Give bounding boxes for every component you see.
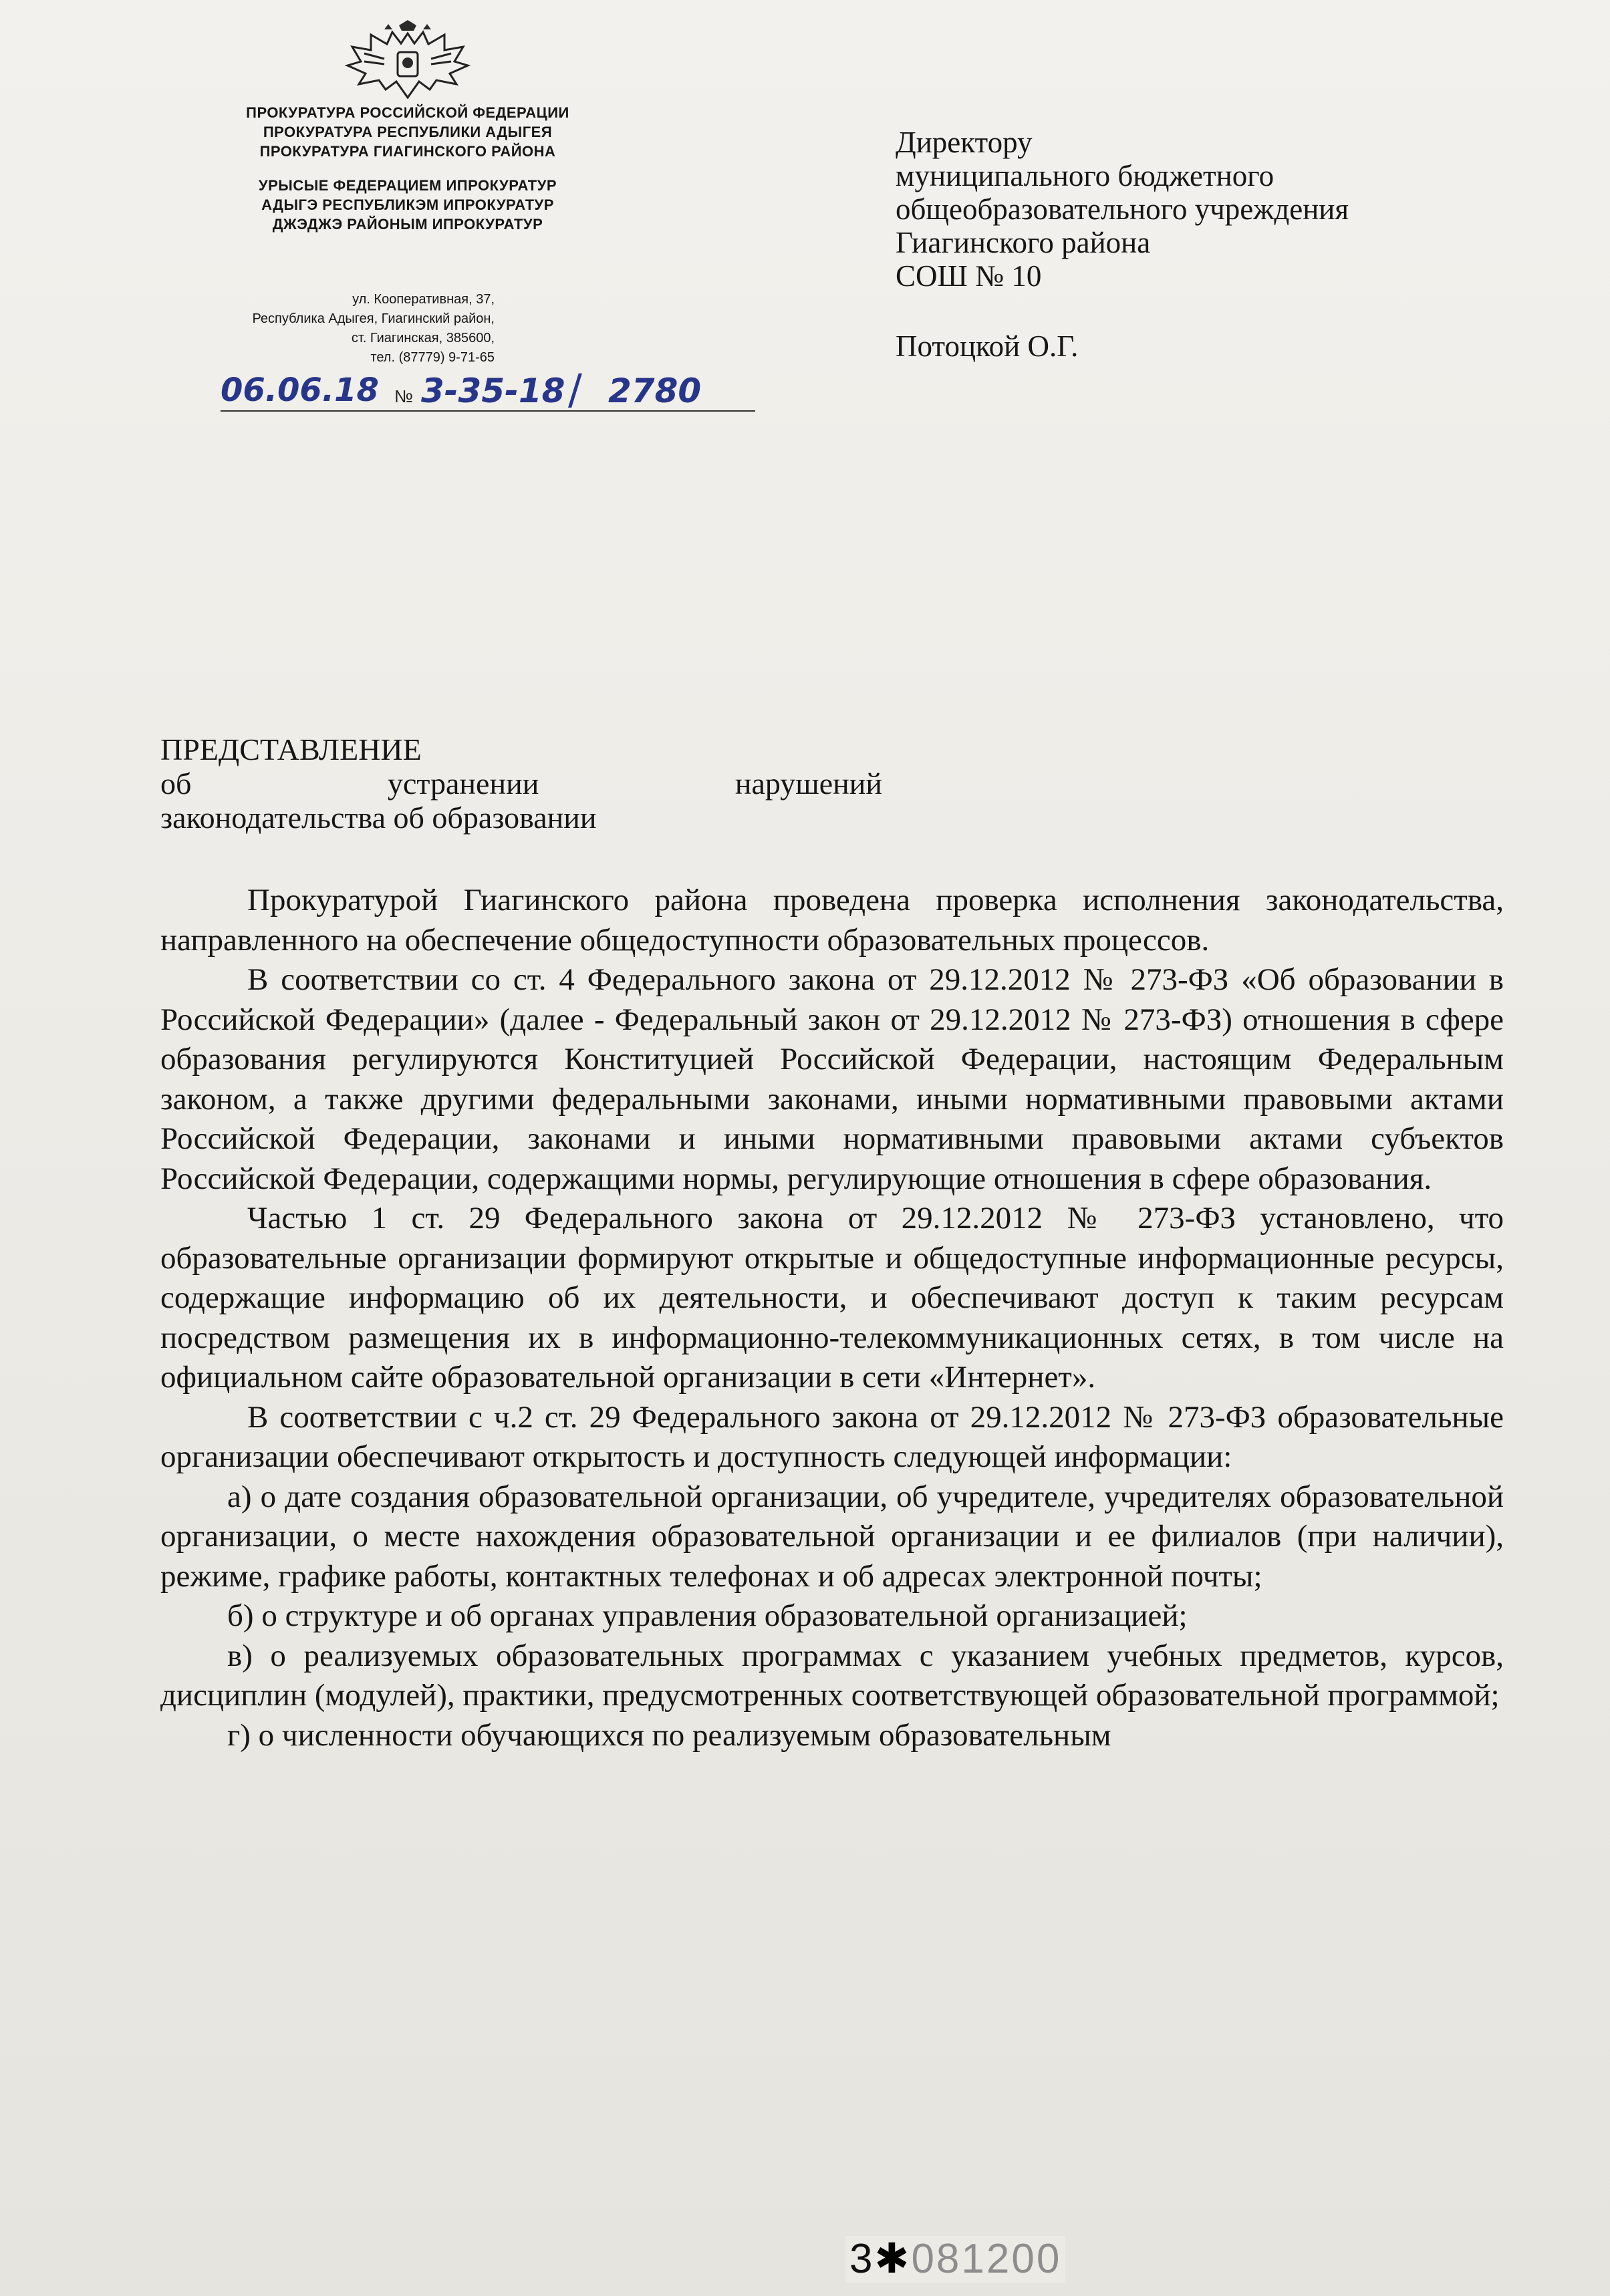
letterhead-line: ДЖЭДЖЭ РАЙОНЫМ ИПРОКУРАТУР <box>272 216 543 233</box>
paragraph: Частью 1 ст. 29 Федерального закона от 29.12.2012 № 273-ФЗ установлено, что образовательные организации формируют открытые и общедоступные информационные ресурсы, содержащие информацию об их деятельности, и обеспечивают доступ к таким ресурсам посредством размещения их в информационно-телекоммуникационных сетях, в том числе на официальном сайте образовательной организации в сети «Интернет». <box>160 1201 1504 1395</box>
registration-number: 3-35-18 <box>421 372 565 410</box>
paragraph: В соответствии с ч.2 ст. 29 Федерального закона от 29.12.2012 № 273-ФЗ образовательные организации обеспечивают открытость и доступность следующей информации: <box>160 1399 1504 1474</box>
address-line: Республика Адыгея, Гиагинский район, <box>252 311 495 326</box>
double-headed-eagle-icon <box>344 20 471 99</box>
title-line: законодательства об образовании <box>160 801 597 835</box>
letterhead-line: УРЫСЫЕ ФЕДЕРАЦИЕМ ИПРОКУРАТУР <box>258 177 557 194</box>
address-line: ст. Гиагинская, 385600, <box>351 331 495 345</box>
addressee-block <box>896 126 1497 363</box>
title-word: об <box>160 766 192 801</box>
document-body <box>160 881 1504 1755</box>
letterhead-line: АДЫГЭ РЕСПУБЛИКЭМ ИПРОКУРАТУР <box>261 196 554 213</box>
letterhead-line: ПРОКУРАТУРА РЕСПУБЛИКИ АДЫГЕЯ <box>263 124 553 140</box>
number-sign: № <box>394 386 413 406</box>
document-title <box>160 732 896 835</box>
address-line: тел. (87779) 9-71-65 <box>370 350 495 365</box>
registration-line <box>221 365 755 418</box>
serial-stamp <box>845 2236 1065 2283</box>
list-item: г) о численности обучающихся по реализуемым образовательным <box>227 1717 1111 1753</box>
letterhead-line: ПРОКУРАТУРА РОССИЙСКОЙ ФЕДЕРАЦИИ <box>246 104 569 121</box>
addressee-line: общеобразовательного учреждения <box>896 192 1349 226</box>
letterhead-address <box>241 290 495 368</box>
registration-date: 06.06.18 <box>221 372 379 409</box>
stamp-number: 081200 <box>911 2236 1062 2282</box>
addressee-name: Потоцкой О.Г. <box>896 329 1079 363</box>
addressee-line: муниципального бюджетного <box>896 159 1274 192</box>
paragraph: В соответствии со ст. 4 Федерального закона от 29.12.2012 № 273-ФЗ «Об образовании в Российской Федерации» (далее - Федеральный закон от 29.12.2012 № 273-ФЗ) отношения в сфере образования регулируются Конституцией Российской Федерации, настоящим Федеральным законом, а также другими федеральными законами, иными нормативными правовыми актами Российской Федерации, законами и иными нормативными правовыми актами субъектов Российской Федерации, содержащими нормы, регулирующие отношения в сфере образования. <box>160 962 1504 1196</box>
registration-slash: / <box>568 365 582 414</box>
asterisk-icon: ✱ <box>874 2236 912 2282</box>
address-line: ул. Кооперативная, 37, <box>352 292 495 307</box>
title-heading: ПРЕДСТАВЛЕНИЕ <box>160 732 422 766</box>
paragraph: Прокуратурой Гиагинского района проведена проверка исполнения законодательства, направленного на обеспечение общедоступности образовательных процессов. <box>160 883 1504 958</box>
addressee-line: СОШ № 10 <box>896 259 1042 293</box>
list-item: б) о структуре и об органах управления образовательной организацией; <box>227 1598 1188 1633</box>
list-item: а) о дате создания образовательной организации, об учредителе, учредителях образовательной организации, о месте нахождения образовательной организации и ее филиалов (при наличии), режиме, графике работы, контактных телефонах и об адресах электронной почты; <box>160 1479 1504 1594</box>
title-word: нарушений <box>734 766 882 801</box>
letterhead-line: ПРОКУРАТУРА ГИАГИНСКОГО РАЙОНА <box>259 143 556 160</box>
list-item: в) о реализуемых образовательных программах с указанием учебных предметов, курсов, дисциплин (модулей), практики, предусмотренных соответствующей образовательной программой; <box>160 1638 1504 1713</box>
addressee-line: Директору <box>896 126 1033 159</box>
stamp-prefix: 3 <box>849 2236 875 2282</box>
letterhead <box>200 20 615 234</box>
registration-number-2: 2780 <box>608 372 702 410</box>
addressee-line: Гиагинского района <box>896 226 1151 259</box>
title-word: устранении <box>387 766 539 801</box>
